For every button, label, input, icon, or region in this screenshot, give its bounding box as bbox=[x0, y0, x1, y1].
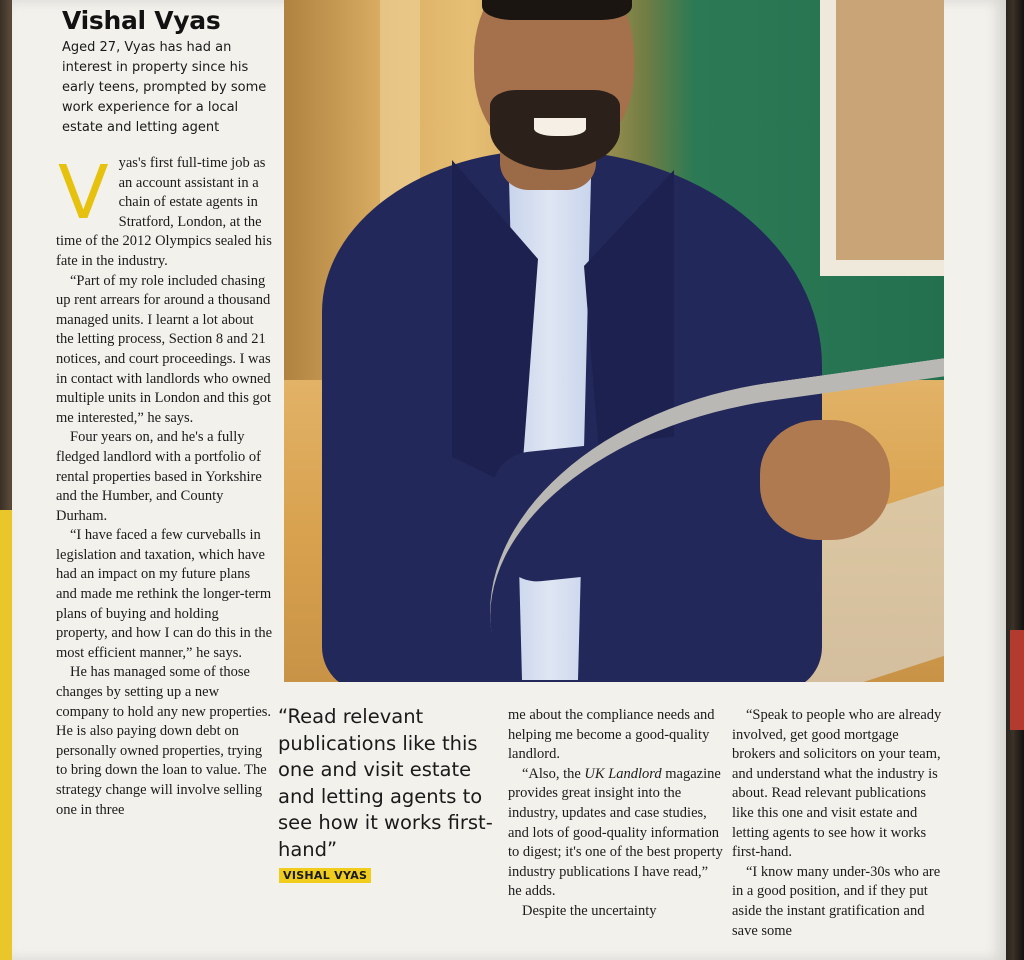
article-column-1 bbox=[56, 150, 274, 820]
article-column-3 bbox=[508, 706, 724, 922]
portrait-photo bbox=[284, 0, 944, 682]
person-hair bbox=[482, 0, 632, 20]
article-column-4 bbox=[732, 706, 944, 941]
person-smile bbox=[534, 118, 586, 136]
profile-intro-standfirst: Aged 27, Vyas has had an interest in property since his early teens, prompted by some work experience for a local estate and letting agent bbox=[62, 40, 267, 135]
adjacent-page-edge bbox=[0, 510, 12, 960]
text-run: magazine provides great insight into the industry, updates and case studies, and lots of good-quality information to digest; it's one of the best property industry publications I have read,” he adds. bbox=[508, 765, 723, 900]
paragraph: Despite the uncertainty bbox=[522, 902, 657, 919]
pull-quote-attribution: VISHAL VYAS bbox=[279, 868, 371, 883]
paragraph: “I have faced a few curveballs in legislation and taxation, which have had an impact on my future plans and made me rethink the longer-term plans of buying and holding property, and how I can do this in the most efficient manner,” he says. bbox=[56, 527, 273, 661]
adjacent-page-tab bbox=[1010, 630, 1024, 730]
drop-cap: V bbox=[58, 150, 109, 236]
paragraph: yas's first full-time job as an account assistant in a chain of estate agents in Stratford, London, at the time of the 2012 Olympics sealed his fate in the industry. bbox=[56, 155, 272, 269]
paragraph: me about the compliance needs and helping me become a good-quality landlord. bbox=[508, 707, 715, 763]
paragraph: He has managed some of those changes by setting up a new company to hold any new properties. He is also paying down debt on personally owned properties, trying to bring down the loan to value. The strategy change will involve selling one in three bbox=[56, 664, 272, 818]
paragraph: “Part of my role included chasing up rent arrears for around a thousand managed units. I learnt a lot about the letting process, Section 8 and 21 notices, and court proceedings. I was in contact with landlords who owned multiple units in London and this got me interested,” he says. bbox=[56, 272, 272, 426]
publication-title: UK Landlord bbox=[584, 765, 662, 782]
text-run: “Also, the bbox=[522, 765, 585, 782]
magazine-page bbox=[12, 0, 1006, 960]
profile-name-heading: Vishal Vyas bbox=[62, 6, 221, 35]
paragraph: “Speak to people who are already involved, get good mortgage brokers and solicitors on your team, and understand what the industry is about. Read relevant publications like this one and visit estate and letting agents to see how it works first-hand. bbox=[732, 707, 942, 861]
pull-quote: “Read relevant publications like this one and visit estate and letting agents to see how it works first-hand” bbox=[278, 705, 493, 861]
paragraph: Four years on, and he's a fully fledged landlord with a portfolio of rental properties based in Yorkshire and the Humber, and County Durham. bbox=[56, 429, 262, 524]
paragraph bbox=[508, 765, 724, 902]
paragraph: “I know many under-30s who are in a good position, and if they put aside the instant gratification and save some bbox=[732, 863, 941, 939]
